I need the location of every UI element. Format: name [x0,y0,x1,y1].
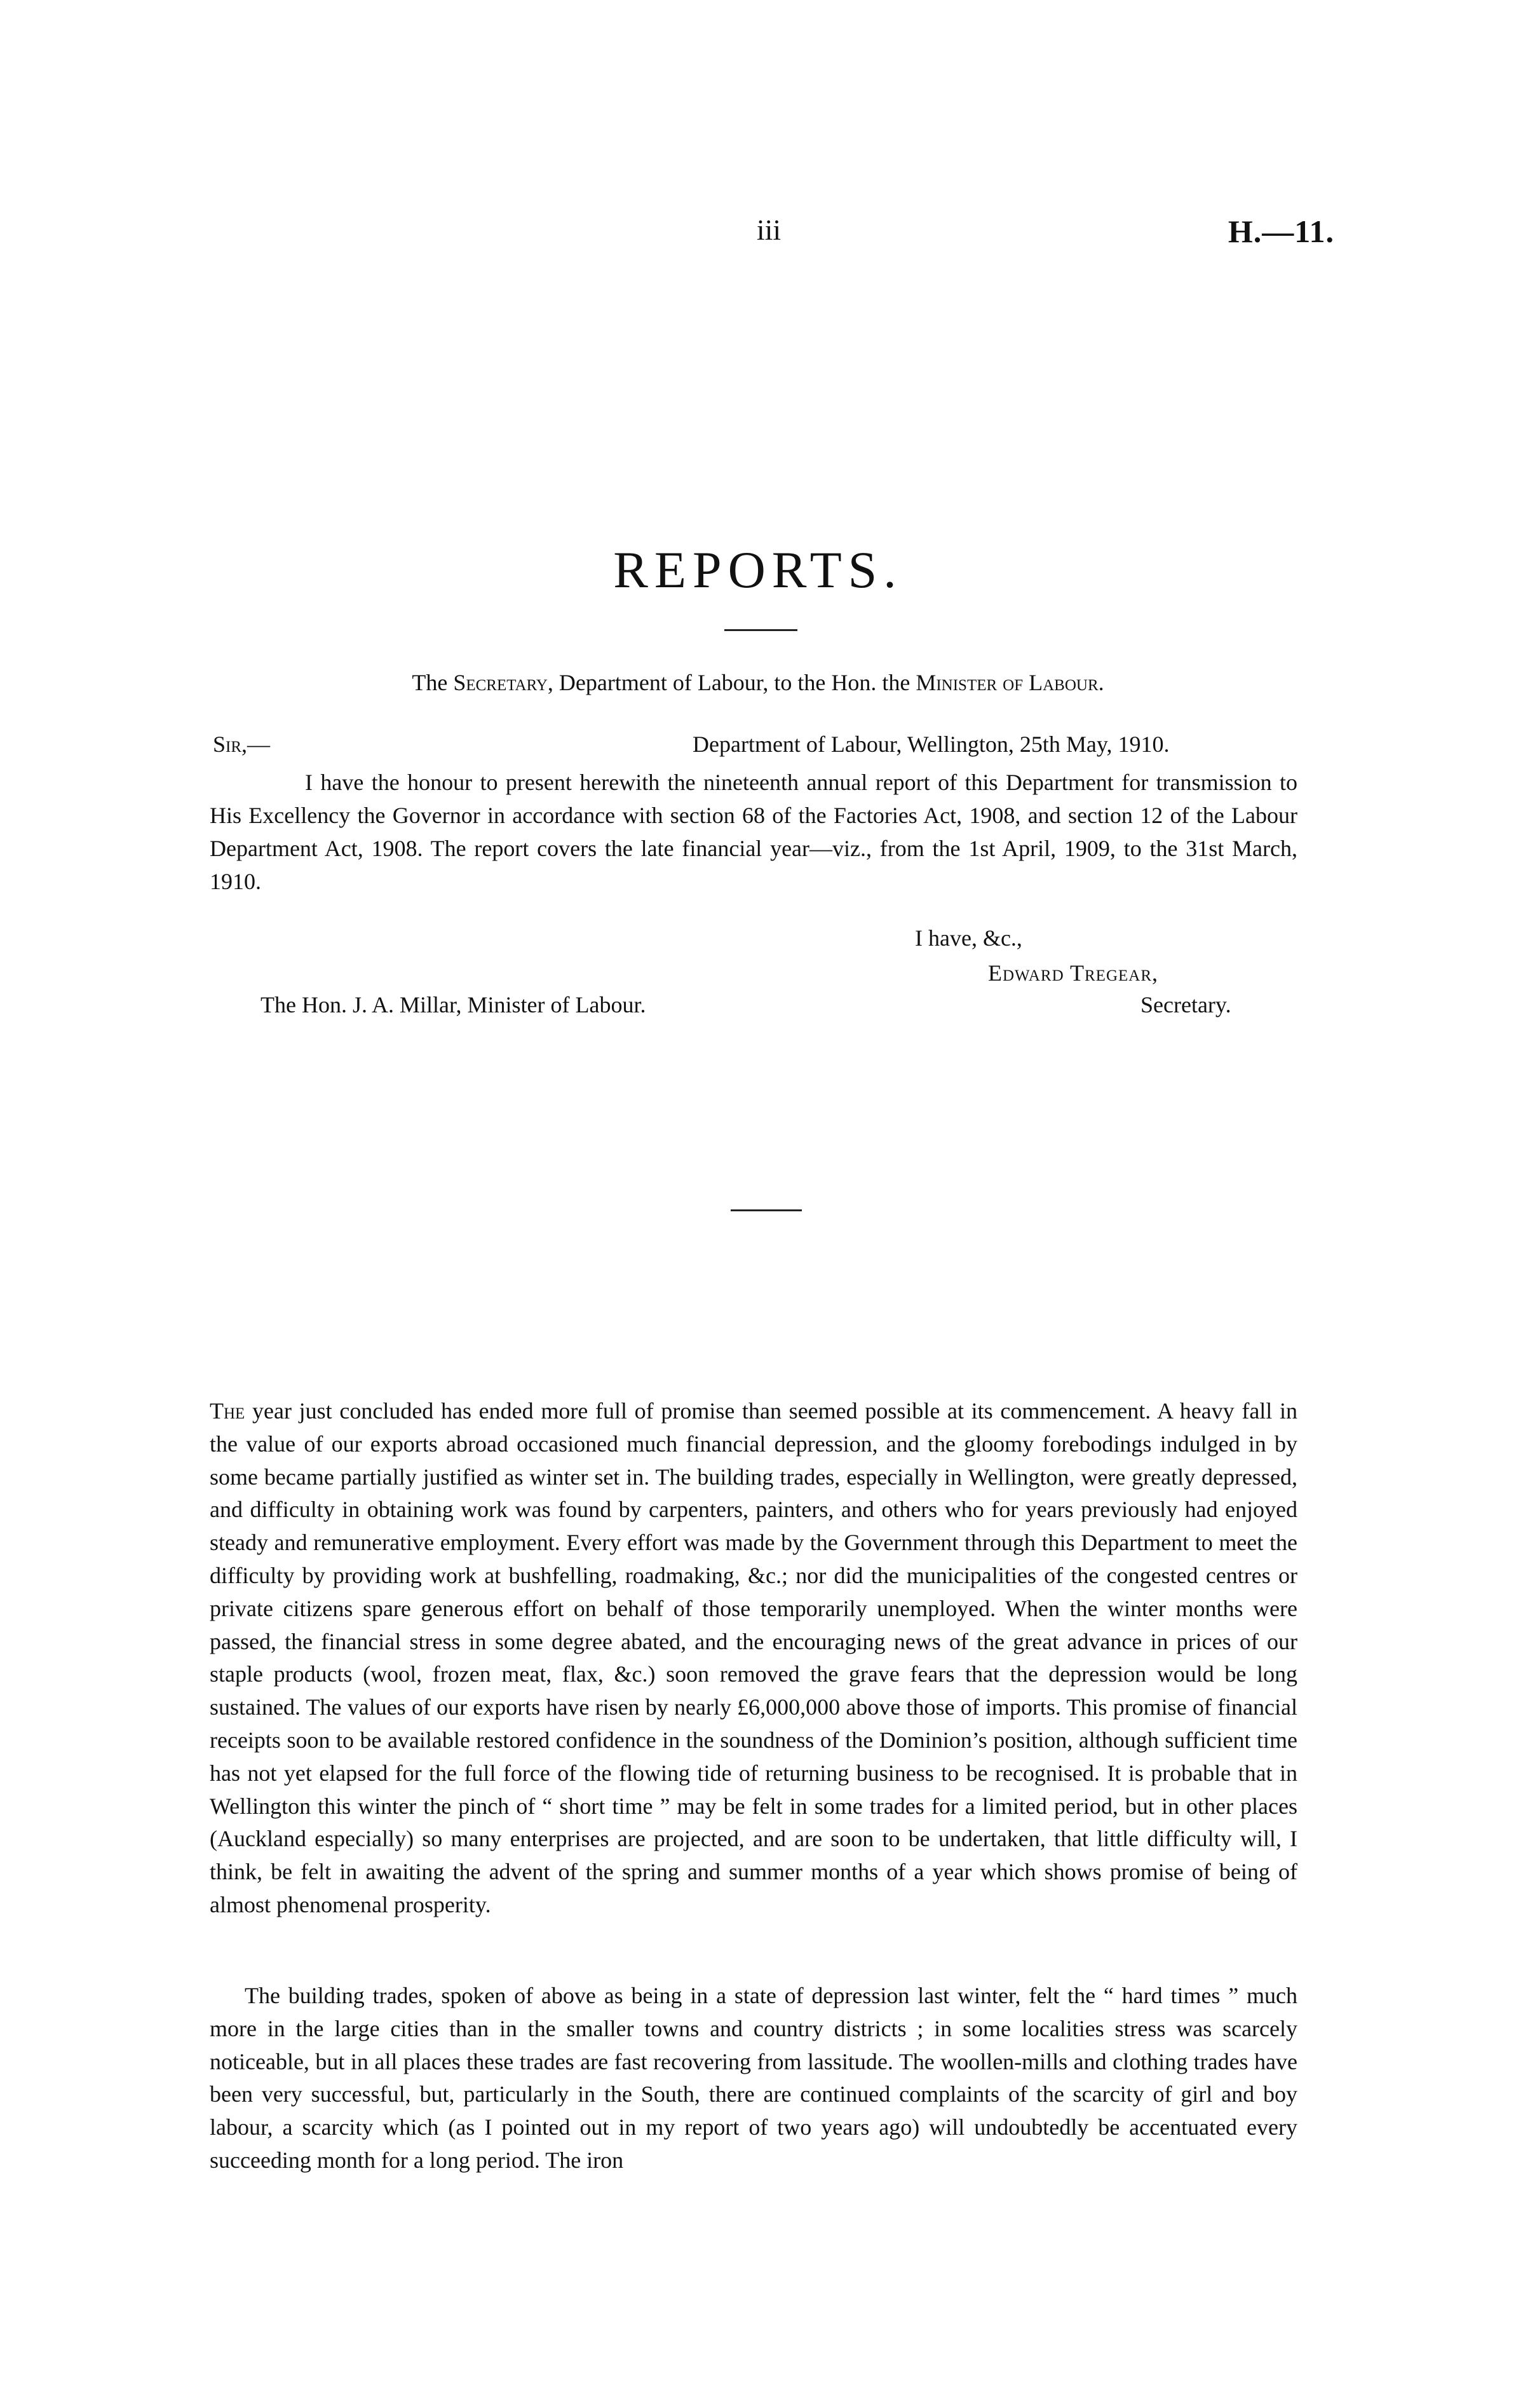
title-divider [724,629,797,631]
page-title: REPORTS. [613,541,903,599]
signatory-name-text: Edward Tregear, [988,960,1158,986]
letter-addressee: The Hon. J. A. Millar, Minister of Labour. [261,992,646,1017]
report-paragraph-2: The building trades, spoken of above as being in a state of depression last winter, felt the “ hard times ” much more in the large cities than in the smaller towns and country districts ; in some localities stress was scarcely noticeable, but in all places these trades are fast recovering from lassitude. The woollen-mills and clothing trades have been very successful, but, particularly in the South, there are continued complaints of the scarcity of girl and boy labour, a scarcity which (as I pointed out in my report of two years ago) will undoubtedly be accentuated every succeeding month for a long period. The iron [210,1983,1297,2173]
section-divider [731,1209,802,1211]
report-paragraph-1-text: year just concluded has ended more full of promise than seemed possible at its commencement. A heavy fall in the value of our exports abroad occasioned much financial depression, and the gloomy forebodings indulged in by some became partially justified as winter set in. The building trades, especially in Wellington, were greatly depressed, and difficulty in obtaining work was found by carpenters, painters, and others who for years previously had enjoyed steady and remunerative employment. Every effort was made by the Government through this Department to meet the difficulty by providing work at bushfelling, roadmaking, &c.; nor did the municipalities of the congested centres or private citizens spare generous effort on behalf of those temporarily unemployed. When the winter months were passed, the financial stress in some degree abated, and the encouraging news of the great advance in prices of our staple products (wool, frozen meat, flax, &c.) soon removed the grave fears that the depression would be long sustained. The values of our exports have risen by nearly £6,000,000 above those of imports. This promise of financial receipts soon to be available restored confidence in the soundness of the Dominion’s position, although sufficient time has not yet elapsed for the full force of the flowing tide of returning business to be recognised. It is probable that in Wellington this winter the pinch of “ short time ” may be felt in some trades for a limited period, but in other places (Auckland especially) so many enterprises are projected, and are soon to be undertaken, that little difficulty will, I think, be felt in awaiting the advent of the spring and summer months of a year which shows promise of being of almost phenomenal prosperity. [210,1398,1298,1917]
heading-secretary: Secretary [453,670,548,695]
heading-part2: , Department of Labour, to the Hon. the [547,670,910,695]
letter-dateline: Department of Labour, Wellington, 25th May, 1910. [693,731,1170,757]
heading-part1: The [412,670,448,695]
letter-body-text: I have the honour to present herewith the nineteenth annual report of this Department for transmission to His Excellency the Governor in accordance with section 68 of the Factories Act, 1908, and section 12 of the Labour Department Act, 1908. The report covers the late financial year—viz., from the 1st April, 1909, to the 31st March, 1910. [210,770,1297,894]
report-lead-word: The [210,1398,245,1424]
document-reference: H.—11. [1228,214,1334,249]
page-number: iii [756,214,782,246]
signatory-name [988,960,1158,986]
letter-body [210,766,1297,898]
letter-closing: I have, &c., [915,925,1022,951]
salutation [213,731,270,758]
letter-heading [0,669,1516,696]
report-paragraph-1 [210,1395,1297,1922]
salutation-text: Sir,— [213,731,271,757]
signatory-title: Secretary. [1140,992,1231,1017]
heading-minister: Minister of Labour. [916,670,1104,695]
